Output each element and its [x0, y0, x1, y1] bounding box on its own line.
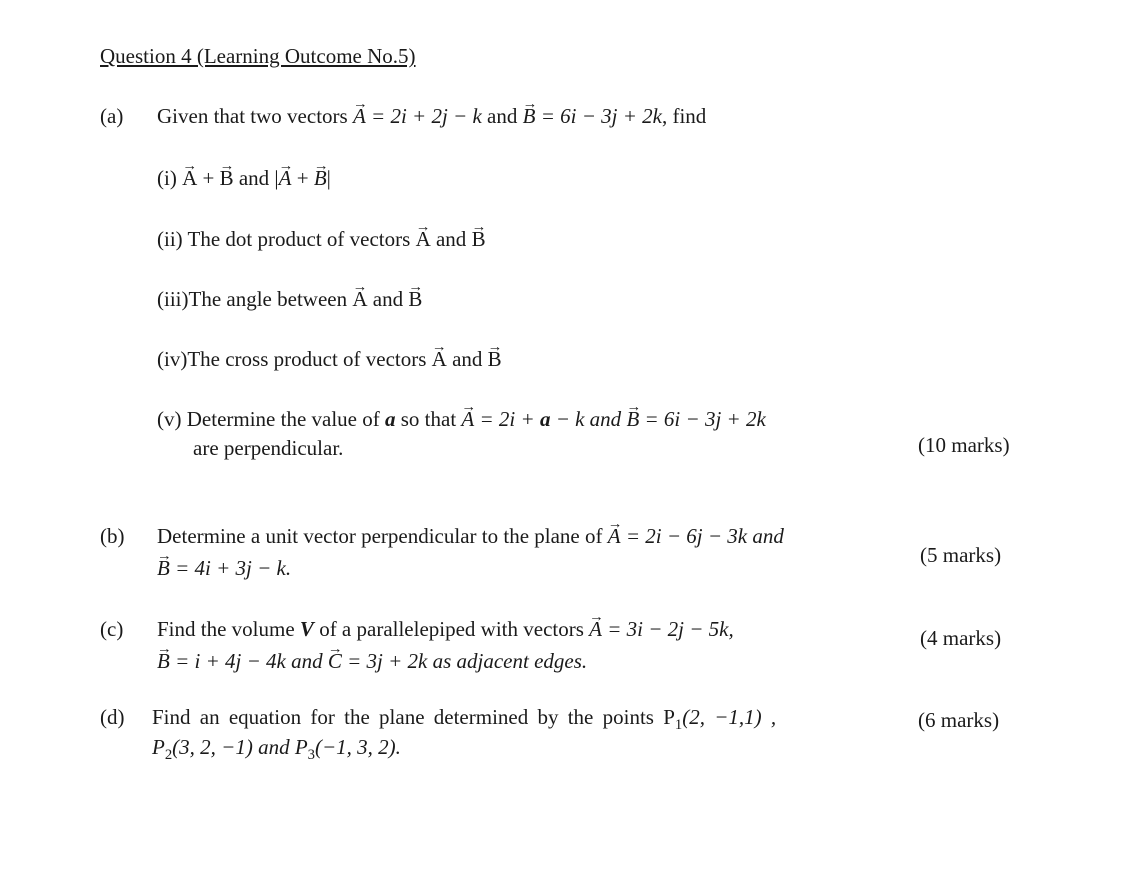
part-a-item-v-line2: are perpendicular. [193, 436, 344, 460]
part-a-statement: Given that two vectors → A = 2i + 2j − k and → B = 6i − 3j + 2k, find [157, 104, 706, 129]
part-a-item-iv: (iv)The cross product of vectors → A and → B [157, 347, 502, 372]
part-c-line2: → B = i + 4j − 4k and → C = 3j + 2k as adjacent edges. [157, 649, 587, 674]
part-a-label: (a) [100, 104, 124, 128]
part-d-label: (d) [100, 705, 125, 729]
part-b-line1: Determine a unit vector perpendicular to the plane of → A = 2i − 6j − 3k and [157, 524, 784, 549]
part-c-label: (c) [100, 617, 124, 641]
part-a-item-ii: (ii) The dot product of vectors → A and → B [157, 227, 486, 252]
part-a-marks: (10 marks) [918, 433, 1010, 457]
part-b-label: (b) [100, 524, 125, 548]
part-b-marks: (5 marks) [920, 543, 1002, 567]
part-a-item-iii: (iii)The angle between → A and → B [157, 287, 422, 312]
part-b-line2: → B = 4i + 3j − k. [157, 556, 291, 581]
part-a-item-i: (i) → A + → B and |→ A + → B| [157, 166, 331, 191]
part-d-line1: Find an equation for the plane determined by the points $P_1(2$, −1,1) , [152, 705, 777, 734]
part-c-line1: Find the volume V of a parallelepiped with vectors → A = 3i − 2j − 5k, [157, 617, 734, 642]
part-d-line2: $P_2(3$, 2, −1) and $P_3(-1$, 3, 2). [152, 735, 401, 764]
part-a-item-v-line1: (v) Determine the value of a so that → A = 2i + a − k and → B = 6i − 3j + 2k [157, 407, 766, 432]
question-title: Question 4 (Learning Outcome No.5) [100, 44, 416, 68]
part-d-marks: (6 marks) [918, 708, 1000, 732]
part-c-marks: (4 marks) [920, 626, 1002, 650]
